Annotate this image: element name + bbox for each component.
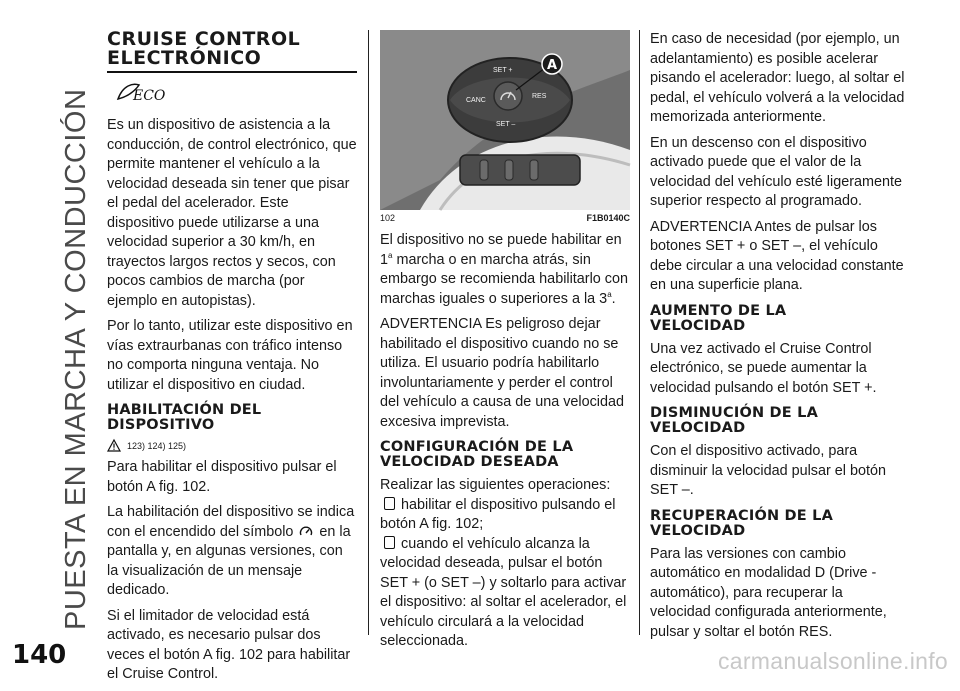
superscript: a <box>388 250 393 260</box>
paragraph: Para habilitar el dispositivo pulsar el botón A fig. 102. <box>107 459 337 495</box>
column-2 <box>380 30 630 658</box>
subheading <box>650 406 905 436</box>
label-res: RES <box>532 93 547 100</box>
subheading-line2: VELOCIDAD <box>650 420 746 436</box>
paragraph-text: en la pantalla y, en algunas versiones, con la visualización de un mensaje dedicado. <box>107 523 351 598</box>
subheading-line1: AUMENTO DE LA <box>650 302 787 319</box>
paragraph: Es un dispositivo de asistencia a la conducción, de control electrónico, que permite mantener el vehículo a la velocidad deseada sin tener que pisar el pedal del acelerador. Este dispositivo puede utilizarse a una velocidad superior a 30 km/h, en trayectos largos rectos y secos, con pocos cambios de marcha (por ejemplo en autopistas). <box>107 117 357 309</box>
column-1 <box>107 30 357 691</box>
heading-rule <box>107 71 357 73</box>
label-set-minus: SET – <box>496 121 516 128</box>
warning-note <box>107 439 357 452</box>
subheading-line1: DISMINUCIÓN DE LA <box>650 405 819 421</box>
paragraph: Con el dispositivo activado, para disminuir la velocidad pulsar el botón SET –. <box>650 443 886 498</box>
subheading <box>650 304 905 334</box>
page-number: 140 <box>12 640 67 670</box>
subheading-line2: VELOCIDAD <box>650 522 746 539</box>
paragraph: Realizar las siguientes operaciones: <box>380 477 611 493</box>
subheading-line2: VELOCIDAD DESEADA <box>380 454 559 470</box>
subheading-line2: DISPOSITIVO <box>107 417 215 433</box>
subheading-line1: HABILITACIÓN DEL <box>107 402 262 418</box>
subheading-line1: CONFIGURACIÓN DE LA <box>380 439 574 455</box>
figure-code: F1B0140C <box>586 213 630 223</box>
subheading <box>380 440 630 470</box>
cruise-control-icon <box>299 526 313 537</box>
paragraph-text: . <box>611 290 616 307</box>
bullet-item <box>380 496 630 535</box>
figure-caption <box>380 213 630 223</box>
paragraph: En un descenso con el dispositivo activado puede que el valor de la velocidad del vehículo esté ligeramente superior respecto al programado. <box>650 134 902 209</box>
paragraph: Si el limitador de velocidad está activado, es necesario pulsar dos veces el botón A fig. 102 para habilitar el Cruise Control. <box>107 607 351 682</box>
eco-logo-text: ECO <box>133 88 166 104</box>
bullet-item <box>380 535 630 652</box>
subheading-line2: VELOCIDAD <box>650 317 746 334</box>
section-title <box>107 30 357 68</box>
bullet-box-icon <box>384 536 395 549</box>
steering-wheel-controls-illustration <box>380 30 630 210</box>
paragraph: Por lo tanto, utilizar este dispositivo en vías extraurbanas con tráfico intenso no comporta ninguna ventaja. No utilizar el dispositivo en ciudad. <box>107 318 353 393</box>
column-divider <box>639 30 640 635</box>
section-title-line2: ELECTRÓNICO <box>107 47 262 69</box>
figure-number: 102 <box>380 213 396 223</box>
bullet-text: cuando el vehículo alcanza la velocidad deseada, pulsar el botón SET + (o SET –) y soltarlo para activar el dispositivo: al soltar el acelerador, el vehículo circulará a la velocidad seleccionada. <box>380 535 627 649</box>
subheading <box>650 509 905 539</box>
column-divider <box>368 30 369 635</box>
paragraph: Para las versiones con cambio automático en modalidad D (Drive - automático), para recuperar la velocidad configurada anteriormente, pulsar y soltar el botón RES. <box>650 545 887 640</box>
bullet-text: habilitar el dispositivo pulsando el botón A fig. 102; <box>380 496 616 532</box>
paragraph: En caso de necesidad (por ejemplo, un adelantamiento) es posible acelerar pisando el acelerador: luego, al soltar el pedal, el vehículo volverá a la velocidad memorizada anteriormente. <box>650 31 905 125</box>
subheading <box>107 403 357 433</box>
note-references: 123) 124) 125) <box>127 440 187 451</box>
steering-wheel-figure <box>380 30 630 210</box>
paragraph-text: La habilitación del dispositivo se indica con el encendido del símbolo <box>107 504 355 540</box>
callout-label: A <box>547 58 558 73</box>
watermark: carmanualsonline.info <box>717 648 948 674</box>
paragraph: Una vez activado el Cruise Control electrónico, se puede aumentar la velocidad pulsando el botón SET +. <box>650 340 877 396</box>
label-set-plus: SET + <box>493 67 513 74</box>
column-3 <box>650 30 905 648</box>
eco-logo <box>115 81 357 108</box>
warning-triangle-icon <box>107 439 121 452</box>
bullet-box-icon <box>384 497 395 510</box>
eco-leaf-icon <box>115 81 166 104</box>
paragraph <box>380 231 630 309</box>
subheading-line1: RECUPERACIÓN DE LA <box>650 507 834 524</box>
paragraph-text: marcha o en marcha atrás, sin embargo se recomienda habilitarlo con marchas iguales o superiores a la 3 <box>380 251 628 307</box>
label-canc: CANC <box>466 97 486 104</box>
superscript: a <box>607 289 612 299</box>
paragraph: ADVERTENCIA Es peligroso dejar habilitado el dispositivo cuando no se utiliza. El usuario podría habilitarlo involuntariamente y perder el control del vehículo a causa de una velocidad excesiva imprevista. <box>380 316 625 430</box>
paragraph-text: El dispositivo no se puede habilitar en 1 <box>380 232 622 268</box>
paragraph: ADVERTENCIA Antes de pulsar los botones SET + o SET –, el vehículo debe circular a una velocidad constante en una superficie plana. <box>650 218 904 293</box>
paragraph <box>107 503 357 601</box>
section-side-title: PUESTA EN MARCHA Y CONDUCCIÓN <box>60 88 92 630</box>
section-title-line1: CRUISE CONTROL <box>107 28 301 50</box>
